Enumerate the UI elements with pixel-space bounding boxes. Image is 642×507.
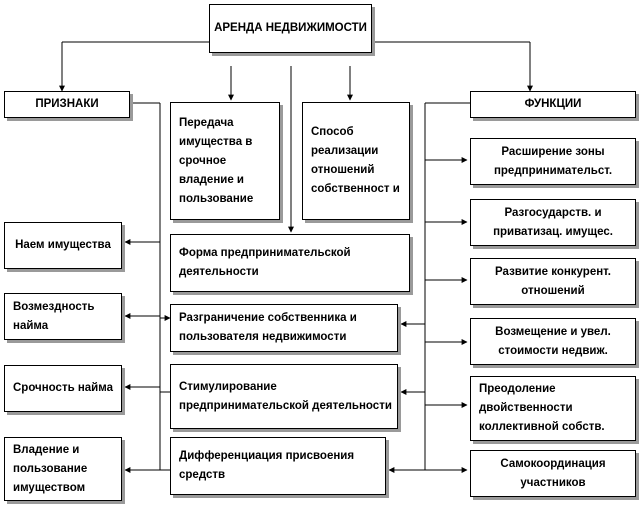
function-label-2: Разгосударств. и приватизац. имущес. xyxy=(493,206,613,238)
function-box-4 xyxy=(470,318,636,365)
middle-box-4 xyxy=(170,437,386,495)
function-label-6: Самокоординация участников xyxy=(500,457,606,489)
feature-label-2: Возмездность найма xyxy=(13,300,95,332)
feature-box-2 xyxy=(4,293,122,340)
functions-header xyxy=(470,91,636,118)
middle-box-2 xyxy=(170,304,398,352)
method-label: Способ реализации отношений собственност и xyxy=(311,126,400,195)
function-box-3 xyxy=(470,258,636,305)
feature-label-4: Владение и пользование имуществом xyxy=(13,443,88,494)
function-box-2 xyxy=(470,199,636,246)
root-title: АРЕНДА НЕДВИЖИМОСТИ xyxy=(214,22,367,34)
middle-label-4: Дифференциация присвоения средств xyxy=(179,450,355,481)
functions-header-label: ФУНКЦИИ xyxy=(524,98,582,110)
feature-label-1: Наем имущества xyxy=(15,239,111,251)
middle-label-2: Разграничение собственника и пользователя недвижимости xyxy=(179,312,357,343)
features-header xyxy=(4,91,130,118)
feature-box-3 xyxy=(4,365,122,412)
function-box-6 xyxy=(470,450,636,497)
features-header-label: ПРИЗНАКИ xyxy=(35,98,99,110)
middle-label-3: Стимулирование предпринимательской деятельности xyxy=(179,380,392,412)
feature-label-3: Срочность найма xyxy=(12,382,114,394)
transfer-label: Передача имущества в срочное владение и пользование xyxy=(179,116,254,205)
middle-box-3 xyxy=(170,364,398,429)
feature-box-4 xyxy=(4,437,122,501)
middle-label-1: Форма предпринимательской деятельности xyxy=(179,247,351,278)
function-box-5 xyxy=(470,376,636,441)
function-label-5: Преодоление двойственности коллективной собств. xyxy=(479,383,605,433)
feature-box-1 xyxy=(4,222,122,269)
transfer-box xyxy=(170,102,280,220)
root-box xyxy=(209,4,372,53)
function-label-4: Возмещение и увел. стоимости недвиж. xyxy=(495,325,611,357)
method-box xyxy=(302,102,410,220)
middle-box-1 xyxy=(170,234,410,292)
function-label-1: Расширение зоны предпринимательст. xyxy=(493,145,613,177)
function-box-1 xyxy=(470,138,636,185)
function-label-3: Развитие конкурент. отношений xyxy=(495,265,611,297)
